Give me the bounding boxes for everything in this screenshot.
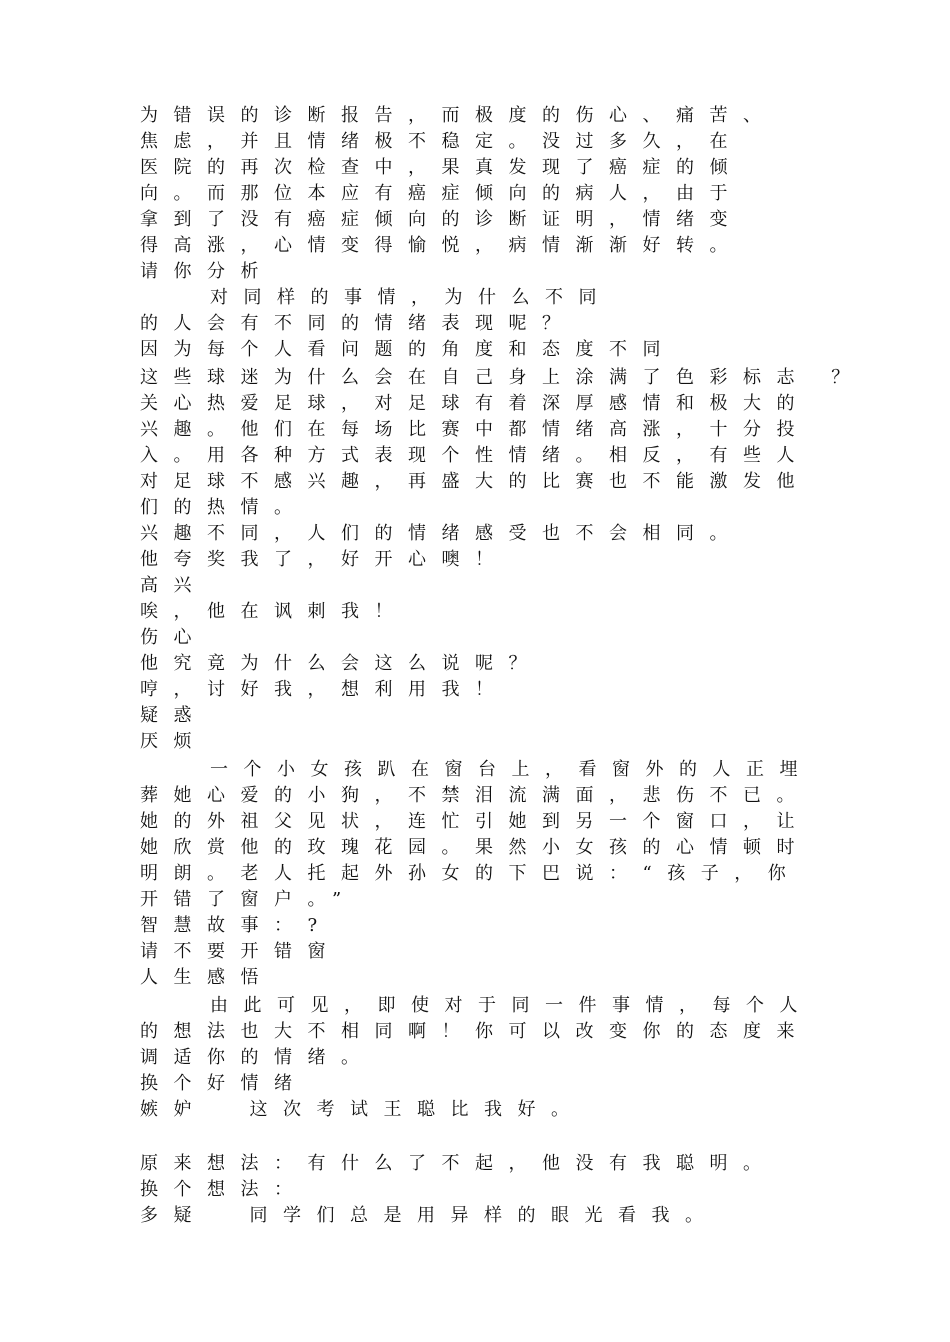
text-line: 为错误的诊断报告，而极度的伤心、痛苦、: [140, 105, 777, 126]
text-line: 葬她心爱的小狗，不禁泪流满面，悲伤不已。: [140, 785, 810, 806]
text-line: 她欣赏他的玫瑰花园。果然小女孩的心情顿时: [140, 837, 810, 858]
section-heading: 请不要开错窗: [140, 941, 341, 962]
text-line: 他夸奖我了，好开心噢！: [140, 549, 509, 570]
text-line: 焦虑，并且情绪极不稳定。没过多久，在: [140, 131, 743, 152]
text-line: 得高涨，心情变得愉悦，病情渐渐好转。: [140, 235, 743, 256]
text-line: 一个小女孩趴在窗台上，看窗外的人正埋: [210, 759, 813, 780]
text-line: 唉，他在讽刺我！: [140, 601, 408, 622]
text-line: 开错了窗户。”: [140, 889, 357, 910]
text-line: 嫉妒 这次考试王聪比我好。: [140, 1099, 585, 1120]
section-heading: 智慧故事：?: [140, 915, 333, 936]
text-line: 明朗。老人托起外孙女的下巴说：“孩子，你: [140, 863, 802, 884]
text-line: 关心热爱足球，对足球有着深厚感情和极大的: [140, 393, 810, 414]
text-line: 兴趣不同，人们的情绪感受也不会相同。: [140, 523, 743, 544]
text-line: 们的热情。: [140, 497, 308, 518]
emotion-label: 伤心: [140, 627, 207, 648]
section-heading: 人生感悟: [140, 967, 274, 988]
text-line: 调适你的情绪。: [140, 1047, 375, 1068]
text-line: 的想法也大不相同啊！你可以改变你的态度来: [140, 1021, 810, 1042]
text-line: 她的外祖父见状，连忙引她到另一个窗口，让: [140, 811, 810, 832]
text-line: 因为每个人看问题的角度和态度不同: [140, 339, 676, 360]
text-line: 哼，讨好我，想利用我！: [140, 679, 509, 700]
section-heading: 换个好情绪: [140, 1073, 308, 1094]
text-line: 拿到了没有癌症倾向的诊断证明，情绪变: [140, 209, 743, 230]
section-heading: 请你分析: [140, 261, 274, 282]
text-line: 向。而那位本应有癌症倾向的病人，由于: [140, 183, 743, 204]
text-line: 他究竟为什么会这么说呢？: [140, 653, 542, 674]
text-line: 的人会有不同的情绪表现呢？: [140, 313, 576, 334]
text-line: 由此可见，即使对于同一件事情，每个人: [210, 995, 813, 1016]
emotion-label: 高兴: [140, 575, 207, 596]
text-line: 兴趣。他们在每场比赛中都情绪高涨，十分投: [140, 419, 810, 440]
emotion-label: 厌烦: [140, 731, 207, 752]
text-line: 医院的再次检查中，果真发现了癌症的倾: [140, 157, 743, 178]
text-line: 这些球迷为什么会在自己身上涂满了色彩标志 ？: [140, 367, 865, 388]
text-line: 对同样的事情，为什么不同: [210, 287, 612, 308]
text-line: 换个想法：: [140, 1179, 308, 1200]
text-line: 原来想法：有什么了不起，他没有我聪明。: [140, 1153, 777, 1174]
emotion-label: 疑惑: [140, 705, 207, 726]
text-line: 多疑 同学们总是用异样的眼光看我。: [140, 1205, 719, 1226]
text-line: 对足球不感兴趣，再盛大的比赛也不能激发他: [140, 471, 810, 492]
text-line: 入。用各种方式表现个性情绪。相反，有些人: [140, 445, 810, 466]
